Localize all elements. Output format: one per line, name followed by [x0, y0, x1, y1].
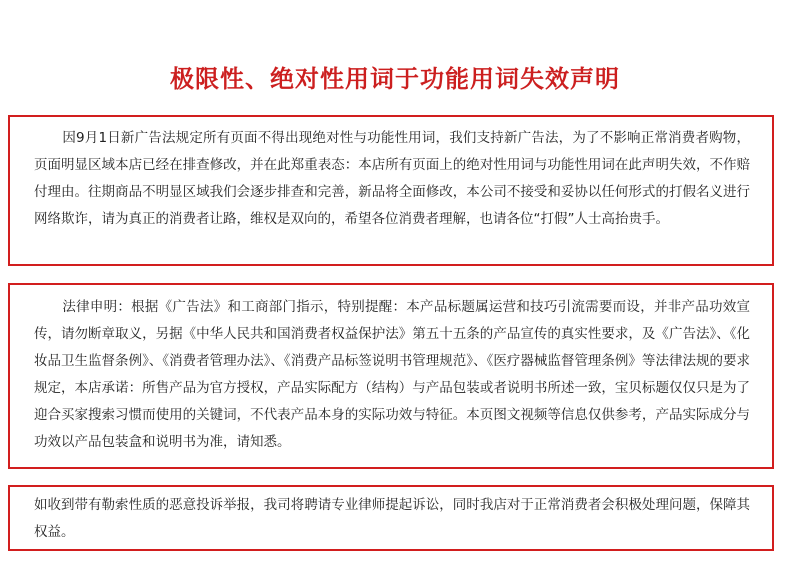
page-title: 极限性、绝对性用词于功能用词失效声明: [170, 65, 620, 93]
notice-box-legal-statement: [8, 283, 774, 469]
notice-text-legal-statement: 法律申明：根据《广告法》和工商部门指示，特别提醒：本产品标题属运营和技巧引流需要而设，并非产品功效宣传，请勿断章取义，另据《中华人民共和国消费者权益保护法》第五十五条的产品宣传的真实性要求，及《广告法》、《化妆品卫生监督条例》、《消费者管理办法》、《消费产品标签说明书管理规范》、《医疗器械监督管理条例》等法律法规的要求规定，本店承诺：所售产品为官方授权，产品实际配方（结构）与产品包装或者说明书所述一致，宝贝标题仅仅只是为了迎合买家搜索习惯而使用的关键词，不代表产品本身的实际功效与特征。本页图文视频等信息仅供参考，产品实际成分与功效以产品包装盒和说明书为准，请知悉。: [34, 299, 750, 450]
notice-box-malicious-complaints: [8, 485, 774, 551]
notice-box-advertising-law: [8, 115, 774, 266]
notice-text-advertising-law: 因9月1日新广告法规定所有页面不得出现绝对性与功能性用词，我们支持新广告法，为了不影响正常消费者购物，页面明显区域本店已经在排查修改，并在此郑重表态：本店所有页面上的绝对性用词与功能性用词在此声明失效，不作赔付理由。往期商品不明显区域我们会逐步排查和完善，新品将全面修改，本公司不接受和妥协以任何形式的打假名义进行网络欺诈，请为真正的消费者让路，维权是双向的，希望各位消费者理解，也请各位“打假”人士高抬贵手。: [34, 130, 750, 227]
notice-text-malicious-complaints: 如收到带有勒索性质的恶意投诉举报，我司将聘请专业律师提起诉讼，同时我店对于正常消费者会积极处理问题，保障其权益。: [34, 497, 750, 540]
